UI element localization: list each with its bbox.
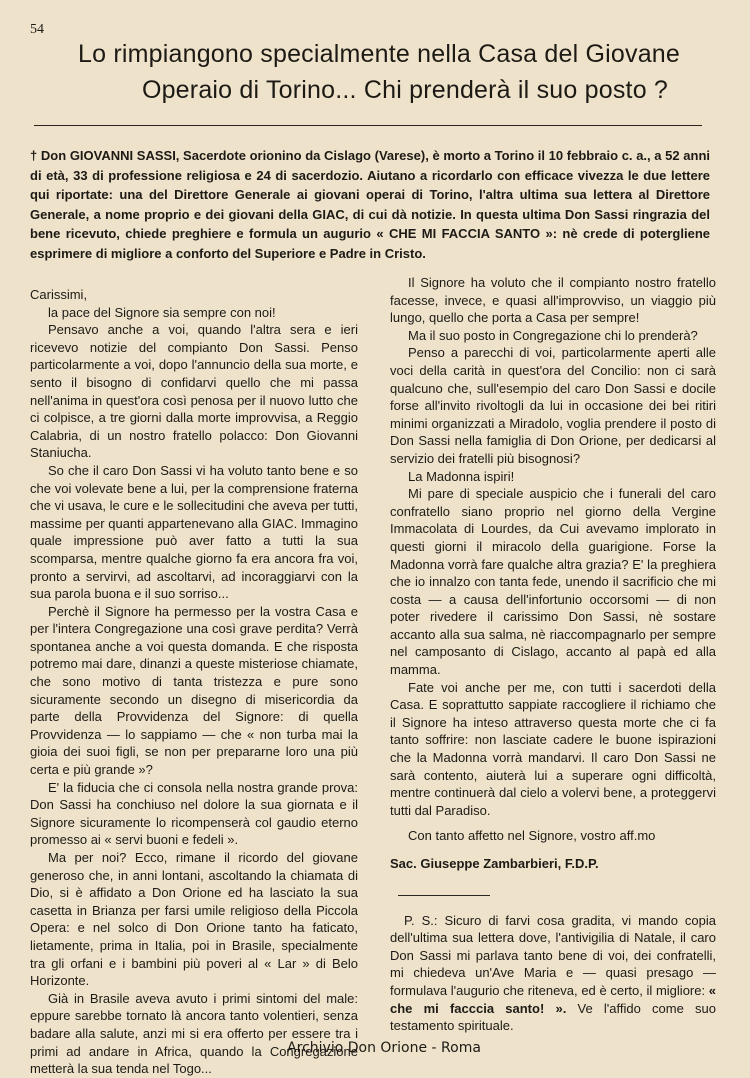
- letter-paragraph: Fate voi anche per me, con tutti i sacerdoti della Casa. E soprattutto sappiate raccogliere il richiamo che il Signore ha inteso attraverso questa morte che ci fa tanto soffrire: non lasciate cadere le buone ispirazioni che la Madonna vorrà mandarvi. Il caro Don Sassi ne sarà contento, aiuterà lui a superare ogni difficoltà, mentre continuerà dal cielo a volervi bene, a proteggervi tutti dal Paradiso.: [390, 679, 716, 818]
- archive-footer: Archivio Don Orione - Roma: [287, 1040, 481, 1056]
- page-number: 54: [30, 22, 44, 37]
- letter-paragraph: Mi pare di speciale auspicio che i funerali del caro confratello siano proprio nel giorno della Vergine Immacolata di Lourdes, da Cui avevamo implorato in questi giorni il miracolo della guarigione. Forse la Madonna vorrà fare qualche altra grazia? E' la preghiera che io innalzo con tanta fede, unendo il sacrificio che mi costa — a causa dell'infortunio occorsomi — di non poter rivedere il carissimo Don Sassi, nè sostare accanto alla sua salma, nè riaccompagnarlo per sempre nel camposanto di Cislago, accanto al papà ed alla mamma.: [390, 486, 716, 678]
- letter-paragraph: So che il caro Don Sassi vi ha voluto tanto bene e so che voi volevate bene a lui, per la comprensione fraterna che vi usava, le cure e le sollecitudini che aveva per tutti, massime per quanti appartenevano alla GIAC. Immagino quale impressione può aver fatto a tutti la sua scomparsa, mentre qualche giorno fa era ancora fra voi, pronto a servirvi, ad ascoltarvi, ad incoraggiarvi con la sua parola buona e il suo sorriso...: [30, 462, 358, 602]
- letter-paragraph: Già in Brasile aveva avuto i primi sintomi del male: eppure sarebbe tornato là ancora tanto volentieri, senza badare alla salute, anzi mi si era offerto per essere tra i primi ad andare in Africa, quando la Congregazione metterà la sua tenda nel Togo...: [30, 990, 358, 1077]
- letter-greeting: Carissimi,: [30, 287, 88, 302]
- letter-paragraph: Perchè il Signore ha permesso per la vostra Casa e per l'intera Congregazione una così grave perdita? Verrà spontanea anche a voi questa domanda. E che risposta potremo mai dare, dinanzi a queste misteriose chiamate, che sono motivo di tanta tristezza e pure sono sicuramente secondo un disegno di misericordia da parte della Provvidenza del Signore: di quella Provvidenza — lo sappiamo — che « non turba mai la gioia dei suoi figli, se non per prepararne loro una più certa e più grande »?: [30, 603, 358, 778]
- letter-closing: Con tanto affetto nel Signore, vostro aff.mo: [408, 828, 656, 844]
- headline: [0, 36, 750, 108]
- letter-paragraph: La Madonna ispiri!: [408, 468, 515, 484]
- postscript-emphasis: « che mi facccia santo! ».: [390, 982, 716, 1016]
- postscript-text-end: Ve l'affido come suo testamento spirituale.: [390, 1000, 716, 1034]
- letter-paragraph: Ma il suo posto in Congregazione chi lo prenderà?: [408, 327, 698, 343]
- letter-paragraph: Penso a parecchi di voi, particolarmente aperti alle voci della carità in quest'ora del Concilio: non ci sarà qualcuno che, sull'esempio del caro Don Sassi e docile forse all'invito rivoltogli da lui in occasione dei bei ritiri minimi organizzati a Miradolo, voglia prendere il posto di Don Sassi nella famiglia di Don Orione, per dedicarsi al servizio dei fratelli più bisognosi?: [390, 345, 716, 466]
- headline-line-2: Operaio di Torino... Chi prenderà il suo posto ?: [141, 76, 669, 104]
- postscript: [390, 912, 716, 1035]
- letter-paragraph: E' la fiducia che ci consola nella nostra grande prova: Don Sassi ha conchiuso nel dolore la sua giornata e il Signore sicuramente lo ricompenserà col gaudio eterno promesso ai « servi buoni e fedeli ».: [30, 779, 358, 848]
- headline-line-1: Lo rimpiangono specialmente nella Casa del Giovane: [77, 40, 681, 68]
- letter-left-column: [30, 286, 358, 1078]
- letter-paragraph: Il Signore ha voluto che il compianto nostro fratello facesse, invece, e quasi all'improvviso, un viaggio più lungo, quello che porta a Casa per sempre!: [390, 275, 716, 326]
- postscript-divider: [398, 895, 490, 896]
- letter-right-column: [390, 274, 716, 1035]
- letter-paragraph: Ma per noi? Ecco, rimane il ricordo del giovane generoso che, in anni lontani, ascoltando la chiamata di Dio, si è affidato a Don Orione ed ha lasciato la sua casetta in Brianza per farsi umile religioso della Piccola Opera: e nel solco di Don Orione tanto ha faticato, lietamente, prima in Italia, poi in Brasile, specialmente tra gli orfani e i bambini più poveri al « Lar » di Belo Horizonte.: [30, 850, 358, 989]
- headline-divider: [34, 125, 702, 126]
- intro-paragraph: † Don GIOVANNI SASSI, Sacerdote orionino da Cislago (Varese), è morto a Torino il 10 febbraio c. a., a 52 anni di età, 33 di professione religiosa e 24 di sacerdozio. Aiutano a ricordarlo con efficace vivezza le due lettere qui riportate: una del Direttore Generale ai giovani operai di Torino, l'altra ultima sua lettera al Direttore Generale, a nome proprio e dei giovani della GIAC, di cui dà notizie. In questa ultima Don Sassi ringrazia del bene ricevuto, chiede preghiere e formula un augurio « CHE MI FACCIA SANTO »: nè crede di potergliene esprimere di migliore a conforto del Superiore e Padre in Cristo.: [30, 148, 710, 261]
- postscript-text: P. S.: Sicuro di farvi cosa gradita, vi mando copia dell'ultima sua lettera dove, l'antivigilia di Natale, il caro Don Sassi mi parlava tanto bene di voi, dei confratelli, mi chiedeva un'Ave Maria e — quasi presago — formulava l'augurio che riteneva, ed è certo, il migliore:: [390, 912, 716, 998]
- letter-paragraph: la pace del Signore sia sempre con noi!: [48, 304, 276, 320]
- letter-paragraph: Pensavo anche a voi, quando l'altra sera e ieri ricevevo notizie del compianto Don Sassi. Penso particolarmente a voi, dopo l'annuncio della sua morte, e sento il bisogno di confidarvi quello che mi passa nell'anima in quest'ora così penosa per il nuovo lutto che ci colpisce, a tre giorni dalla morte improvvisa, a Reggio Calabria, di un nostro fratello polacco: Don Giovanni Staniucha.: [30, 322, 358, 461]
- letter-signature: Sac. Giuseppe Zambarbieri, F.D.P.: [390, 856, 599, 871]
